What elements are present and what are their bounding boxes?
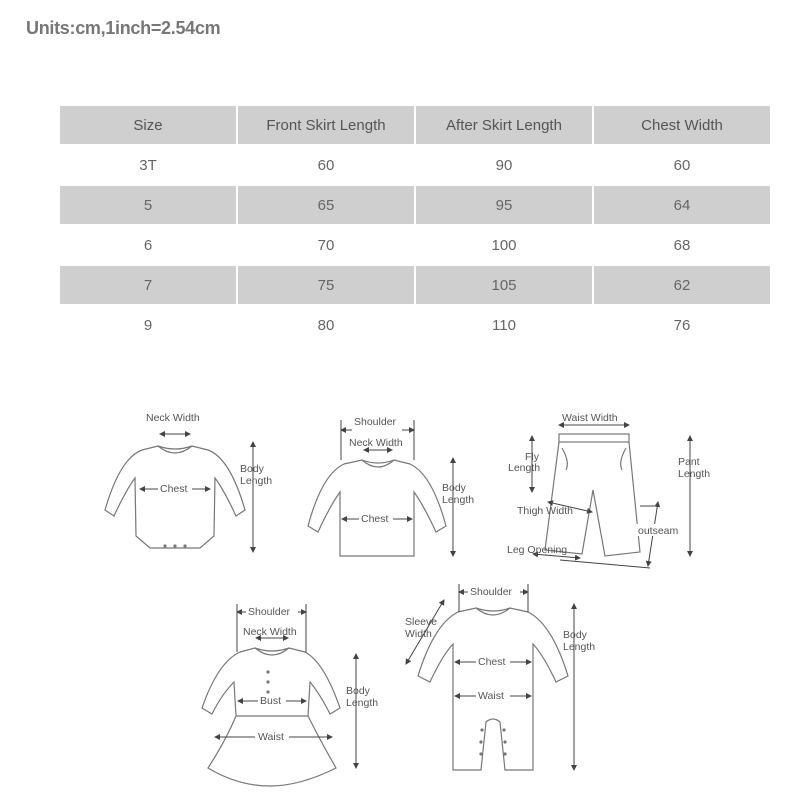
bodysuit-chest-label: Chest xyxy=(160,483,188,495)
romper-length-label: Length xyxy=(563,641,596,653)
button-icon xyxy=(266,670,269,673)
table-row xyxy=(60,186,770,224)
measurement-diagrams xyxy=(0,390,800,800)
sweater-neck-width-label: Neck Width xyxy=(349,437,403,449)
sweater-chest-label: Chest xyxy=(361,513,389,525)
snap-icon xyxy=(503,752,506,755)
table-cell: 100 xyxy=(491,236,517,254)
pants-pant-length-label: Length xyxy=(678,468,711,480)
bodysuit-neck-width-label: Neck Width xyxy=(146,412,200,424)
sweater-diagram xyxy=(308,416,474,556)
table-cell: 5 xyxy=(60,186,236,224)
sweater-outline xyxy=(308,460,446,556)
button-icon xyxy=(266,690,269,693)
table-cell: 105 xyxy=(416,266,592,304)
table-cell: 110 xyxy=(492,316,516,334)
table-cell: 3T xyxy=(139,156,157,174)
snap-icon xyxy=(480,728,483,731)
table-cell: 7 xyxy=(60,266,236,304)
header-cell: Chest Width xyxy=(594,106,770,144)
romper-chest-label: Chest xyxy=(478,656,506,668)
table-cell: 60 xyxy=(673,156,691,174)
table-cell: 80 xyxy=(317,316,335,334)
romper-waist-label: Waist xyxy=(478,690,504,702)
snap-icon xyxy=(502,728,505,731)
romper-sleeve-width-label: Width xyxy=(405,628,432,640)
table-cell: 64 xyxy=(594,186,770,224)
header-cell: Size xyxy=(60,106,236,144)
table-row xyxy=(60,306,770,344)
snap-icon xyxy=(479,752,482,755)
table-cell: 90 xyxy=(495,156,513,174)
dress-diagram xyxy=(202,604,378,786)
pants-waist-width-label: Waist Width xyxy=(562,412,618,424)
snap-icon xyxy=(479,740,482,743)
header-cell: After Skirt Length xyxy=(416,106,592,144)
romper-shoulder-label: Shoulder xyxy=(470,586,513,598)
pants-outseam-label: outseam xyxy=(638,525,679,537)
table-cell: 68 xyxy=(673,236,691,254)
header-cell: Front Skirt Length xyxy=(238,106,414,144)
table-row xyxy=(60,226,770,264)
romper-body-label: Body xyxy=(563,629,587,641)
bodysuit-length-label: Length xyxy=(240,475,273,487)
dress-bust-label: Bust xyxy=(260,695,282,707)
table-row xyxy=(60,146,770,184)
pants-thigh-width-label: Thigh Width xyxy=(517,505,574,517)
bodysuit-diagram xyxy=(105,412,272,552)
sweater-length-label: Length xyxy=(442,494,475,506)
bodysuit-outline xyxy=(105,446,245,548)
size-chart-table xyxy=(58,104,772,346)
sweater-shoulder-label: Shoulder xyxy=(354,416,397,428)
snap-icon xyxy=(173,544,176,547)
table-cell: 60 xyxy=(317,156,335,174)
pants-fly-label: Fly xyxy=(525,451,539,463)
snap-icon xyxy=(183,544,186,547)
table-cell: 95 xyxy=(416,186,592,224)
table-cell: 65 xyxy=(238,186,414,224)
pants-outline xyxy=(545,442,640,556)
table-row xyxy=(60,266,770,304)
romper-sleeve-label: Sleeve xyxy=(405,616,438,628)
pants-fly-length-label: Length xyxy=(508,462,541,474)
table-cell: 6 xyxy=(143,236,153,254)
dress-length-label: Length xyxy=(346,697,379,709)
table-cell: 70 xyxy=(317,236,335,254)
dress-neck-width-label: Neck Width xyxy=(243,626,297,638)
pants-pant-label: Pant xyxy=(678,456,700,468)
dress-body-label: Body xyxy=(346,685,370,697)
table-cell: 9 xyxy=(143,316,153,334)
button-icon xyxy=(266,680,269,683)
dress-outline xyxy=(202,648,340,786)
snap-icon xyxy=(503,740,506,743)
table-cell: 62 xyxy=(594,266,770,304)
romper-diagram xyxy=(405,584,595,770)
pants-waistband xyxy=(559,434,629,442)
dress-waist-label: Waist xyxy=(258,731,284,743)
units-note: Units:cm,1inch=2.54cm xyxy=(26,18,221,38)
sweater-body-label: Body xyxy=(442,482,466,494)
dress-shoulder-label: Shoulder xyxy=(248,606,291,618)
bodysuit-body-label: Body xyxy=(240,463,264,475)
pants-diagram xyxy=(507,412,710,568)
table-cell: 76 xyxy=(673,316,691,334)
snap-icon xyxy=(163,544,166,547)
pants-leg-opening-label: Leg Opening xyxy=(507,544,568,556)
table-header-row xyxy=(60,106,770,144)
table-cell: 75 xyxy=(238,266,414,304)
